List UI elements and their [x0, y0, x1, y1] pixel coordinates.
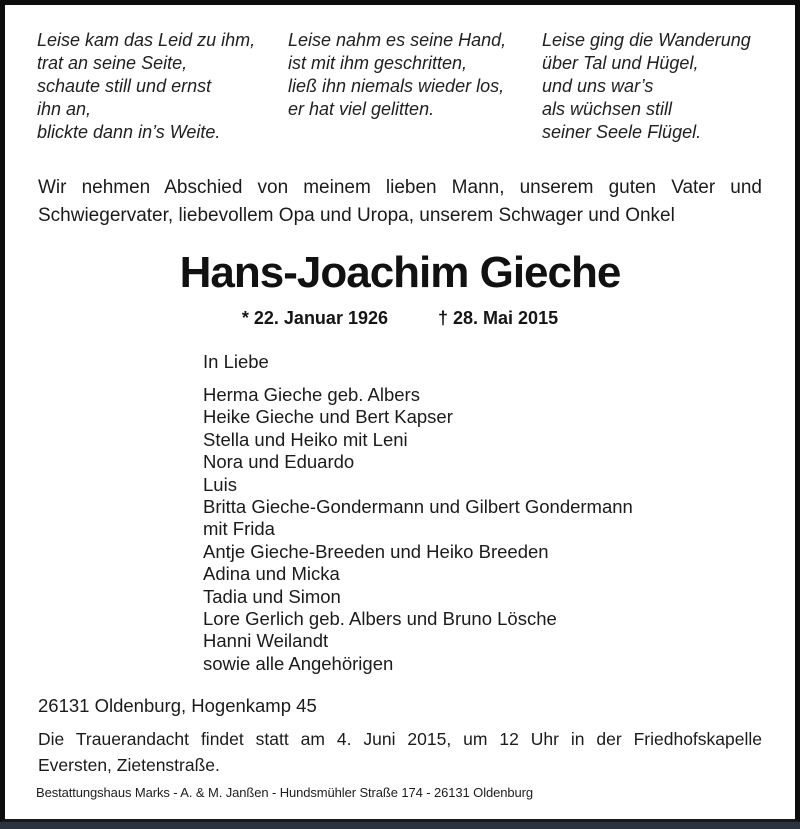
birth-date: * 22. Januar 1926 [241, 308, 388, 328]
deceased-name: Hans-Joachim Gieche [179, 248, 621, 297]
bottom-bar [0, 822, 800, 829]
mourner-line: Hanni Weilandt [203, 630, 329, 652]
mourner-line: Heike Gieche und Bert Kapser [203, 406, 453, 428]
salutation: In Liebe [203, 351, 269, 372]
mourner-line: Adina und Micka [203, 563, 340, 585]
poem-line: Leise ging die Wanderung [542, 30, 751, 50]
deceased-name-block [38, 248, 762, 329]
mourner-line: Lore Gerlich geb. Albers und Bruno Lösche [203, 608, 557, 630]
home-address: 26131 Oldenburg, Hogenkamp 45 [38, 695, 317, 716]
mourner-line: sowie alle Angehörigen [203, 652, 394, 674]
poem-line: blickte dann in’s Weite. [37, 122, 221, 142]
poem-column-2 [288, 29, 506, 121]
death-date: † 28. Mai 2015 [438, 308, 559, 328]
poem-line: er hat viel gelitten. [288, 99, 435, 119]
intro-line: Schwiegervater, liebevollem Opa und Uropa, unserem Schwager und Onkel [38, 205, 675, 226]
poem-column-1 [37, 29, 255, 144]
mourner-line: mit Frida [203, 518, 275, 540]
mourner-line: Herma Gieche geb. Albers [203, 384, 420, 405]
mourner-line: Luis [203, 473, 237, 495]
mourners-list [203, 384, 633, 675]
poem-line: trat an seine Seite, [37, 53, 188, 73]
poem-line: ließ ihn niemals wieder los, [288, 76, 505, 96]
poem-line: ihn an, [37, 99, 92, 119]
poem-line: und uns war’s [542, 76, 654, 96]
life-dates [38, 308, 762, 329]
funeral-home-line: Bestattungshaus Marks - A. & M. Janßen - Hundsmühler Straße 174 - 26131 Oldenburg [36, 785, 533, 800]
intro-paragraph [38, 174, 762, 230]
mourner-line: Nora und Eduardo [203, 451, 355, 473]
service-info-line: Eversten, Zietenstraße. [38, 755, 220, 775]
poem-line: über Tal und Hügel, [542, 53, 699, 73]
service-info-line: Die Trauerandacht findet statt am 4. Juni 2015, um 12 Uhr in der Friedhofskapelle [38, 729, 762, 749]
poem-line: ist mit ihm geschritten, [288, 53, 468, 73]
poem-line: als wüchsen still [542, 99, 673, 119]
poem-line: schaute still und ernst [37, 76, 212, 96]
poem-line: Leise nahm es seine Hand, [288, 30, 507, 50]
mourner-line: Antje Gieche-Breeden und Heiko Breeden [203, 540, 549, 562]
poem-line: seiner Seele Flügel. [542, 122, 702, 142]
poem-line: Leise kam das Leid zu ihm, [37, 30, 256, 50]
service-info [38, 726, 762, 778]
poem-column-3 [542, 29, 751, 144]
mourner-line: Tadia und Simon [203, 585, 341, 607]
intro-line: Wir nehmen Abschied von meinem lieben Mann, unserem guten Vater und [38, 177, 762, 198]
mourner-line: Stella und Heiko mit Leni [203, 428, 408, 450]
mourner-line: Britta Gieche-Gondermann und Gilbert Gondermann [203, 496, 633, 518]
